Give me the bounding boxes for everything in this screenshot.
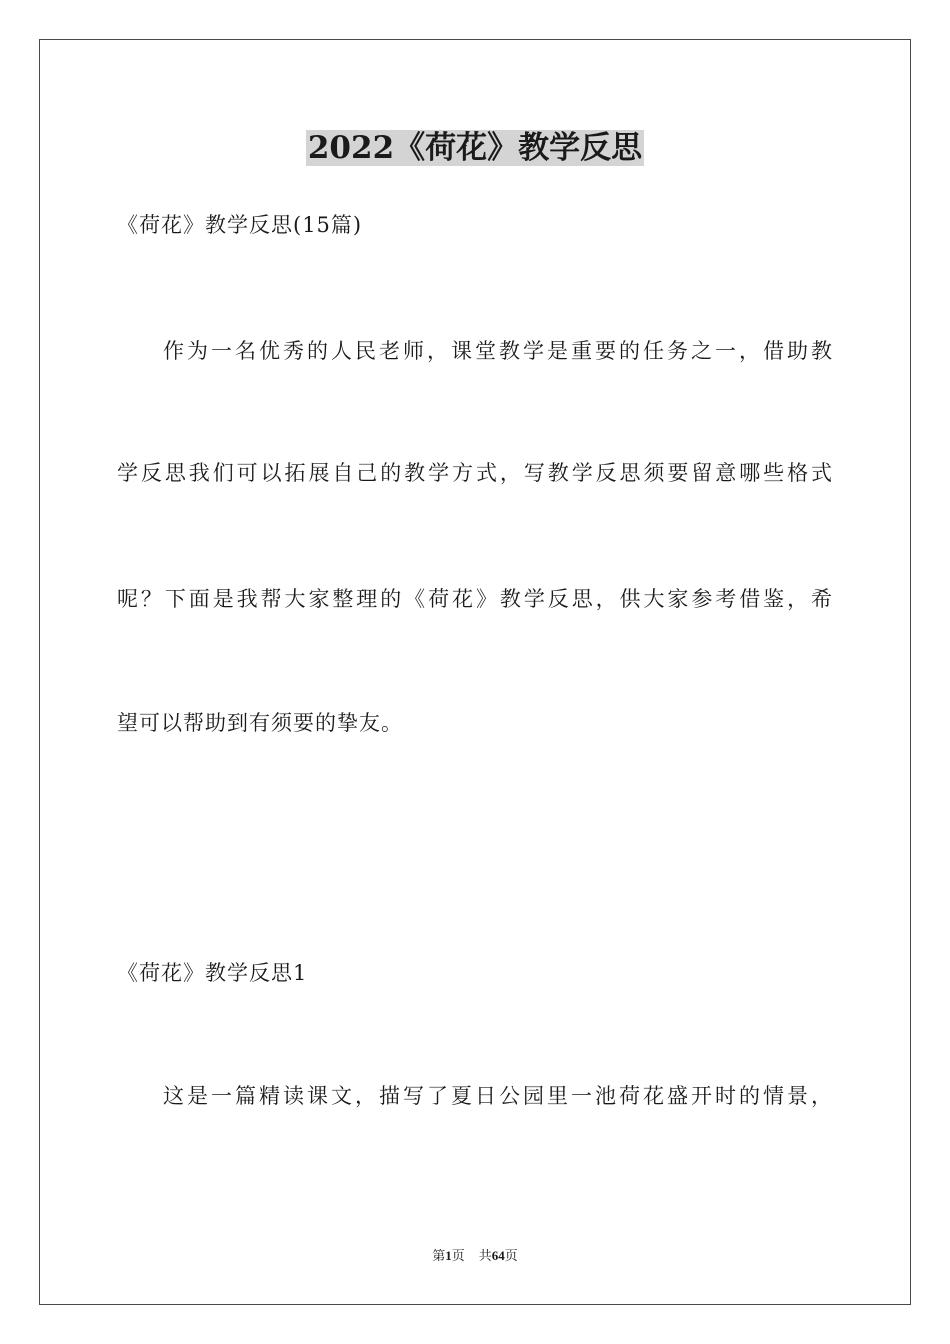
footer-page-prefix: 第 [432, 1248, 446, 1263]
intro-line-4: 望可以帮助到有须要的挚友。 [117, 711, 403, 735]
footer-total-suffix: 页 [504, 1248, 518, 1263]
footer-total-prefix: 共 [478, 1248, 492, 1263]
section-1-line-1: 这是一篇精读课文，描写了夏日公园里一池荷花盛开时的情景， [163, 1084, 832, 1108]
page-footer [0, 1247, 950, 1265]
intro-line-3: 呢？下面是我帮大家整理的《荷花》教学反思，供大家参考借鉴，希 [117, 587, 832, 611]
footer-page-number: 1 [445, 1248, 452, 1263]
document-title [0, 127, 950, 169]
section-1-heading: 《荷花》教学反思1 [117, 961, 308, 985]
intro-line-2: 学反思我们可以拓展自己的教学方式，写教学反思须要留意哪些格式 [117, 461, 832, 485]
document-title-text: 2022《荷花》教学反思 [307, 130, 643, 166]
footer-page-suffix: 页 [451, 1248, 465, 1263]
footer-total-pages: 64 [491, 1248, 505, 1263]
intro-line-1: 作为一名优秀的人民老师，课堂教学是重要的任务之一，借助教 [163, 339, 832, 363]
document-subtitle: 《荷花》教学反思(15篇) [117, 213, 363, 237]
